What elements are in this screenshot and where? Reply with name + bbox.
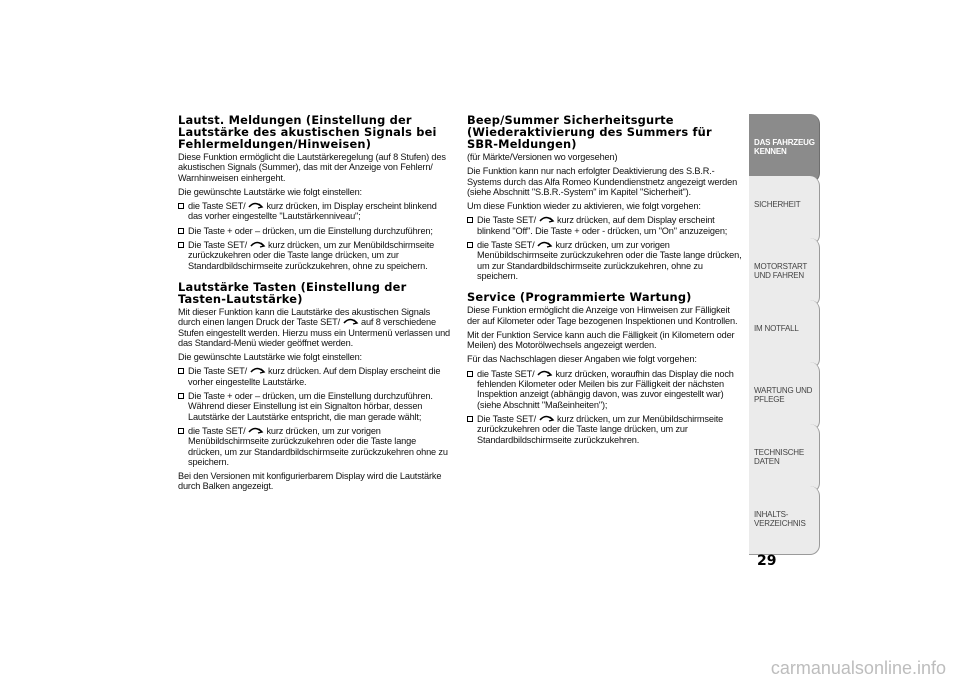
list-item: Die Taste + oder – drücken, um die Einstellung durchzuführen; [178,226,450,236]
list-item: die Taste SET/ kurz drücken, im Display erscheint blinkend das vorher eingestellte "Lautstärkenniveau"; [178,201,450,222]
tab-das-fahrzeug-kennen[interactable]: DAS FAHRZEUG KENNEN [749,114,820,183]
checkbox-bullet-icon [178,203,184,209]
paragraph: Für das Nachschlagen dieser Angaben wie folgt vorgehen: [467,354,697,365]
checkbox-bullet-icon [178,428,184,434]
checkbox-bullet-icon [178,228,184,234]
list-item: Die Taste SET/ kurz drücken, um zur Menübildschirmseite zurückzukehren oder die Taste lange drücken, um zur Standardbildschirmseite zurückzukehren. [467,414,743,445]
set-button-icon [249,240,266,249]
list-item: die Taste SET/ kurz drücken, woraufhin das Display die noch fehlenden Kilometer oder Meilen bis zur Fälligkeit der nächsten Inspektion anzeigt (abhängig davon, was zuvor eingestellt war) (siehe Abschnitt "Maßeinheiten"); [467,369,743,410]
section-title-beep-summer: Beep/Summer Sicherheitsgurte (Wiederaktivierung des Summers für SBR-Meldungen) [467,113,712,151]
tab-sicherheit[interactable]: SICHERHEIT [749,176,820,245]
paragraph: Mit der Funktion Service kann auch die Fälligkeit (in Kilometern oder Meilen) des Motorölwechsels angezeigt werden. [467,329,735,351]
paragraph: Die Funktion kann nur nach erfolgter Deaktivierung des S.B.R.-Systems durch das Alfa Romeo Kundendienstnetz angezeigt werden (siehe Abschnitt "S.B.R.-System" im Kapitel "Sicherheit"). [467,166,738,197]
set-button-icon [536,240,553,249]
list-item: Die Taste SET/ kurz drücken, um zur Menübildschirmseite zurückzukehren oder die Taste lange drücken, um zur Standardbildschirmseite zurückzukehren, ohne zu speichern. [178,240,450,271]
section-title-lautstaerke-tasten: Lautstärke Tasten (Einstellung der Tasten-Lautstärke) [178,279,407,306]
list-item: Die Taste SET/ kurz drücken. Auf dem Display erscheint die vorher eingestellte Lautstärke. [178,366,450,387]
tab-technische-daten[interactable]: TECHNISCHE DATEN [749,424,820,493]
checkbox-bullet-icon [178,393,184,399]
set-button-icon [247,201,264,210]
watermark: carmanualsonline.info [770,658,946,678]
paragraph: Um diese Funktion wieder zu aktivieren, wie folgt vorgehen: [467,201,701,212]
paragraph: Die gewünschte Lautstärke wie folgt einstellen: [178,186,362,197]
set-button-icon [536,369,553,378]
paragraph: Diese Funktion ermöglicht die Anzeige von Hinweisen zur Fälligkeit der auf Kilometer oder Tage bezogenen Inspektionen und Kontrollen. [467,305,738,326]
list-item: die Taste SET/ kurz drücken, um zur vorigen Menübildschirmseite zurückzukehren oder die Taste lange drücken, um zur Standardbildschirmseite zurückzukehren ohne zu speichern. [178,426,450,467]
paragraph: Die gewünschte Lautstärke wie folgt einstellen: [178,352,362,363]
checkbox-bullet-icon [178,368,184,374]
set-button-icon [538,414,555,423]
set-button-icon [342,317,359,326]
tab-inhaltsverzeichnis[interactable]: INHALTS-VERZEICHNIS [749,486,820,555]
tab-wartung-und-pflege[interactable]: WARTUNG UND PFLEGE [749,362,820,431]
paragraph: Mit dieser Funktion kann die Lautstärke des akustischen Signals durch einen langen Druck der Taste SET/ auf 8 verschiedene Stufen eingestellt werden. Hierzu muss ein Untermenü verlassen und das Standard-Menü wieder geöffnet werden. [178,306,450,348]
subtitle-note: (für Märkte/Versionen wo vorgesehen) [467,152,618,162]
section-title-lautst-meldungen: Lautst. Meldungen (Einstellung der Lautstärke des akustischen Signals bei Fehlermeldungen/Hinweisen) [178,113,437,151]
left-column [178,114,450,496]
page-number: 29 [757,553,777,569]
tab-im-notfall[interactable]: IM NOTFALL [749,300,820,369]
checkbox-bullet-icon [178,242,184,248]
list-item: die Taste SET/ kurz drücken, um zur vorigen Menübildschirmseite zurückzukehren oder die Taste lange drücken, um zur Standardbildschirmseite zurückzukehren, ohne zu speichern. [467,240,743,281]
list-item: Die Taste + oder – drücken, um die Einstellung durchzuführen. Während dieser Einstellung ist ein Signalton hörbar, dessen Lautstärke der Lautstärke entspricht, die man gerade wählt; [178,391,450,422]
chapter-tabs [749,114,820,548]
right-column [467,114,743,449]
paragraph: Diese Funktion ermöglicht die Lautstärkeregelung (auf 8 Stufen) des akustischen Signals (Summer), das mit der Anzeige von Fehlern/ Warnhinweisen einhergeht. [178,152,446,183]
list-item: Die Taste SET/ kurz drücken, auf dem Display erscheint blinkend "Off". Die Taste + oder - drücken, um "On" anzuzeigen; [467,215,743,236]
set-button-icon [538,215,555,224]
tab-motorstart-und-fahren[interactable]: MOTORSTART UND FAHREN [749,238,820,307]
section-title-service: Service (Programmierte Wartung) [467,290,692,305]
checkbox-bullet-icon [467,371,473,377]
set-button-icon [247,426,264,435]
set-button-icon [249,366,266,375]
paragraph: Bei den Versionen mit konfigurierbarem Display wird die Lautstärke durch Balken angezeigt. [178,471,442,492]
checkbox-bullet-icon [467,416,473,422]
checkbox-bullet-icon [467,217,473,223]
checkbox-bullet-icon [467,242,473,248]
